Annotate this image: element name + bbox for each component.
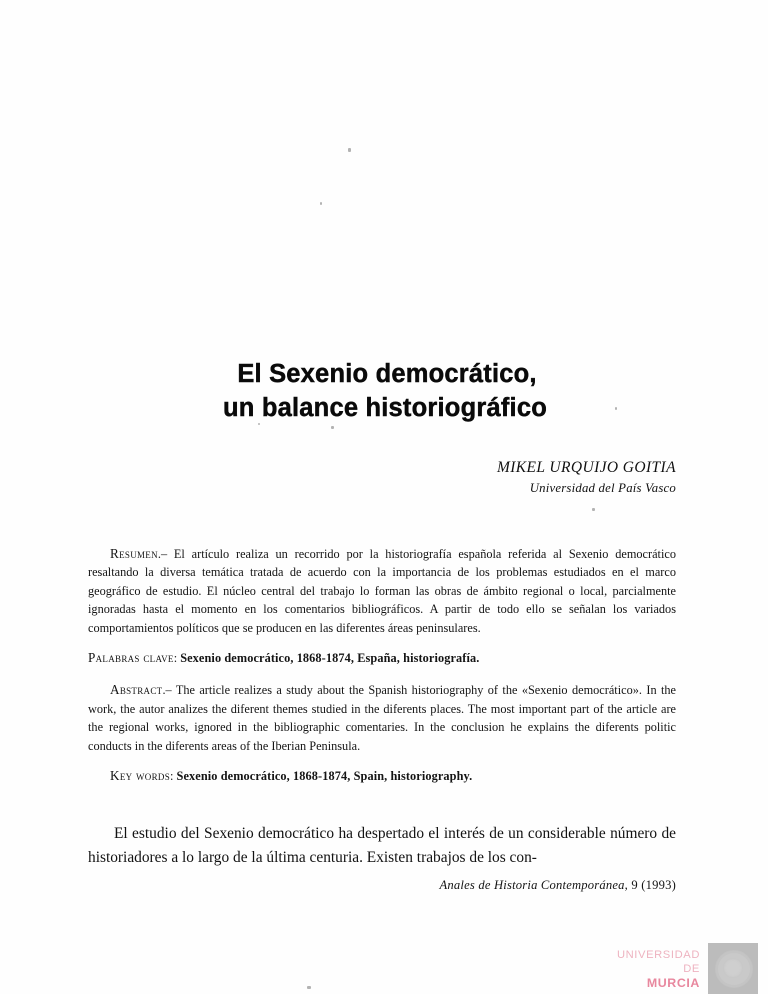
abstract-spanish-separator: .– <box>157 547 174 561</box>
keywords-spanish-label: Palabras clave <box>88 650 174 666</box>
abstract-english <box>88 681 676 755</box>
spacer <box>88 755 676 767</box>
spacer <box>88 667 676 681</box>
title-line-1: El Sexenio democrático, <box>237 360 537 389</box>
scan-speck <box>320 202 322 205</box>
university-seal-box <box>708 943 758 994</box>
watermark-universidad-de-murcia <box>600 943 768 994</box>
scan-speck <box>348 148 351 152</box>
keywords-english-terms: Sexenio democrático, 1868-1874, Spain, historiography. <box>176 769 473 784</box>
keywords-english-separator: : <box>170 769 177 784</box>
keywords-english-label: Key words <box>110 768 171 784</box>
title-line-2: un balance historiográfico <box>223 394 547 423</box>
abstract-english-label: Abstract <box>110 682 163 698</box>
abstract-english-text: The article realizes a study about the Spanish historiography of the «Sexenio democrático». In the work, the autor analizes the diferent themes studied in the diferents places. The most important part of the article are the regional works, ignored in the bibliographic comentaries. In the conclusion he explains the diferents politic conducts in the diferents areas of the Iberian Peninsula. <box>88 683 676 753</box>
author-block <box>497 459 676 496</box>
keywords-spanish <box>88 649 676 667</box>
journal-name: Anales de Historia Contemporánea, <box>439 878 629 892</box>
abstract-spanish-text: El artículo realiza un recorrido por la historiografía española referida al Sexenio democrático resaltando la diversa temática tratada de acuerdo con la importancia de los problemas estudiados en el marco geográfico de estudio. El núcleo central del trabajo lo forman las obras de ámbito regional o local, parcialmente ignoradas hasta el momento en los comentarios bibliográficos. A partir de todo ello se señalan los variados comportamientos políticos que se producen en las diferentes áreas peninsulares. <box>88 547 677 635</box>
watermark-text <box>600 948 708 990</box>
university-seal-icon <box>715 950 753 988</box>
abstract-spanish-label: Resumen <box>110 546 158 561</box>
page-title <box>0 357 768 425</box>
author-name: MIKEL URQUIJO GOITIA <box>496 459 676 476</box>
scan-speck <box>307 986 311 989</box>
scan-speck <box>592 508 595 511</box>
keywords-spanish-terms: Sexenio democrático, 1868-1874, España, historiografía. <box>180 651 480 666</box>
author-affiliation: Universidad del País Vasco <box>529 481 676 495</box>
watermark-line-2: MURCIA <box>646 975 700 990</box>
body-paragraph: El estudio del Sexenio democrático ha despertado el interés de un considerable número de historiadores a lo largo de la última centuria. Existen trabajos de los con- <box>88 825 676 866</box>
watermark-line-1: UNIVERSIDAD DE <box>616 948 700 975</box>
journal-citation <box>440 878 676 893</box>
journal-volume-year: 9 (1993) <box>631 878 676 892</box>
abstract-spanish <box>88 545 676 637</box>
scan-speck <box>331 426 334 429</box>
abstract-section <box>88 545 676 785</box>
keywords-spanish-separator: : <box>173 651 181 666</box>
body-section <box>88 822 676 870</box>
abstract-english-separator: .– <box>162 683 176 698</box>
keywords-english <box>88 767 676 785</box>
spacer <box>88 637 676 649</box>
